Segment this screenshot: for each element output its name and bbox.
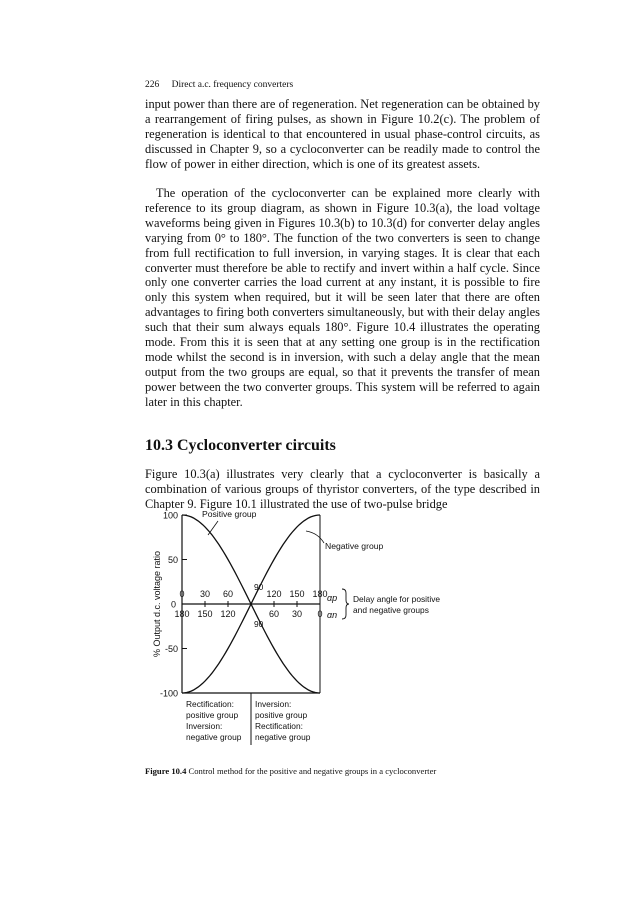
- running-title: Direct a.c. frequency converters: [171, 80, 294, 90]
- body-paragraph: input power than there are of regeneration. Net regeneration can be obtained by a rearrangement of firing pulses, as shown in Figure 10.2(c). The problem of regeneration is identical to that encountered in usual phase-control circuits, as discussed in Chapter 9, so a cycloconverter can be readily made to control the flow of power in either direction, which is one of its greatest assets.: [145, 97, 540, 171]
- body-paragraph-group: [145, 97, 540, 172]
- body-paragraph-group: [145, 186, 540, 410]
- running-head: [145, 80, 293, 90]
- y-tick-label-zero: 0: [170, 599, 176, 610]
- region-left-line-4: negative group: [186, 732, 242, 742]
- region-right-line-2: positive group: [255, 710, 308, 720]
- caption-text: Control method for the positive and negative groups in a cycloconverter: [188, 766, 437, 776]
- control-method-chart: [120, 505, 540, 765]
- x-tick-label-bottom: 180: [174, 609, 190, 619]
- y-tick-label: -100: [159, 688, 178, 699]
- x-tick-label-bottom: 120: [220, 609, 236, 619]
- region-left-line-1: Rectification:: [186, 699, 234, 709]
- alpha-n-label: αn: [327, 610, 338, 620]
- region-left-line-2: positive group: [186, 710, 239, 720]
- x-tick-label-top: 60: [222, 589, 234, 599]
- x-tick-label-bottom: 150: [197, 609, 213, 619]
- body-paragraph: The operation of the cycloconverter can be explained more clearly with reference to its group diagram, as shown in Figure 10.3(a), the load voltage waveforms being given in Figures 10.3(b) to 10.3(d) for converter delay angles varying from 0° to 180°. The function of the two converters is seen to change from full rectification to full inversion, in varying stages. It is clear that each converter must therefore be able to rectify and invert within a half cycle. Since only one converter carries the load current at any instant, it is possible to fire only this system when required, but it will be seen later that there are often advantages to firing both converters simultaneously, but with their delay angles such that their sum always equals 180°. Figure 10.4 illustrates the operating mode. From this it is seen that at any setting one group is in the rectification mode whilst the second is in inversion, with such a delay angle that the mean output from the two groups are equal, so that it prevents the transfer of mean power between the two converter groups. This system will be referred to again later in this chapter.: [145, 186, 540, 409]
- region-right-line-3: Rectification:: [255, 721, 303, 731]
- crossover-label-top: 90: [254, 582, 264, 592]
- region-left-line-3: Inversion:: [186, 721, 223, 731]
- x-tick-label-bottom: 60: [268, 609, 280, 619]
- leader-line-positive: [208, 521, 218, 535]
- x-tick-label-top: 30: [199, 589, 211, 599]
- y-tick-label: 100: [162, 510, 178, 521]
- section-heading: 10.3 Cycloconverter circuits: [145, 437, 336, 454]
- leader-line-negative: [306, 531, 324, 543]
- x-tick-label-top: 0: [179, 589, 185, 599]
- x-tick-label-top: 120: [266, 589, 282, 599]
- series-label-negative: Negative group: [325, 541, 384, 551]
- series-label-positive: Positive group: [202, 509, 257, 519]
- region-right-line-4: negative group: [255, 732, 311, 742]
- page-number: 226: [145, 80, 160, 90]
- caption-label: Figure 10.4: [145, 766, 187, 776]
- y-axis-label: % Output d.c. voltage ratio: [152, 550, 162, 658]
- x-tick-label-top: 150: [289, 589, 305, 599]
- figure-10-4: [120, 505, 540, 765]
- alpha-p-label: αp: [327, 593, 338, 603]
- y-tick-label: 50: [167, 555, 178, 565]
- x-tick-label-top: 180: [312, 589, 328, 599]
- region-right-line-1: Inversion:: [255, 699, 292, 709]
- y-tick-label: -50: [164, 644, 178, 654]
- x-tick-label-bottom: 30: [291, 609, 303, 619]
- bracket-label-line-1: Delay angle for positive: [353, 594, 441, 604]
- bracket-label-line-2: and negative groups: [353, 605, 429, 615]
- figure-caption: [145, 766, 436, 776]
- bracket: [342, 589, 349, 619]
- crossover-label-bottom: 90: [254, 619, 264, 629]
- section-paragraph: Figure 10.3(a) illustrates very clearly that a cycloconverter is basically a combination of various groups of thyristor converters, of the type described in Chapter 9. Figure 10.1 illustrated the use of two-pulse bridge: [145, 467, 540, 511]
- x-tick-label-bottom: 0: [317, 609, 323, 619]
